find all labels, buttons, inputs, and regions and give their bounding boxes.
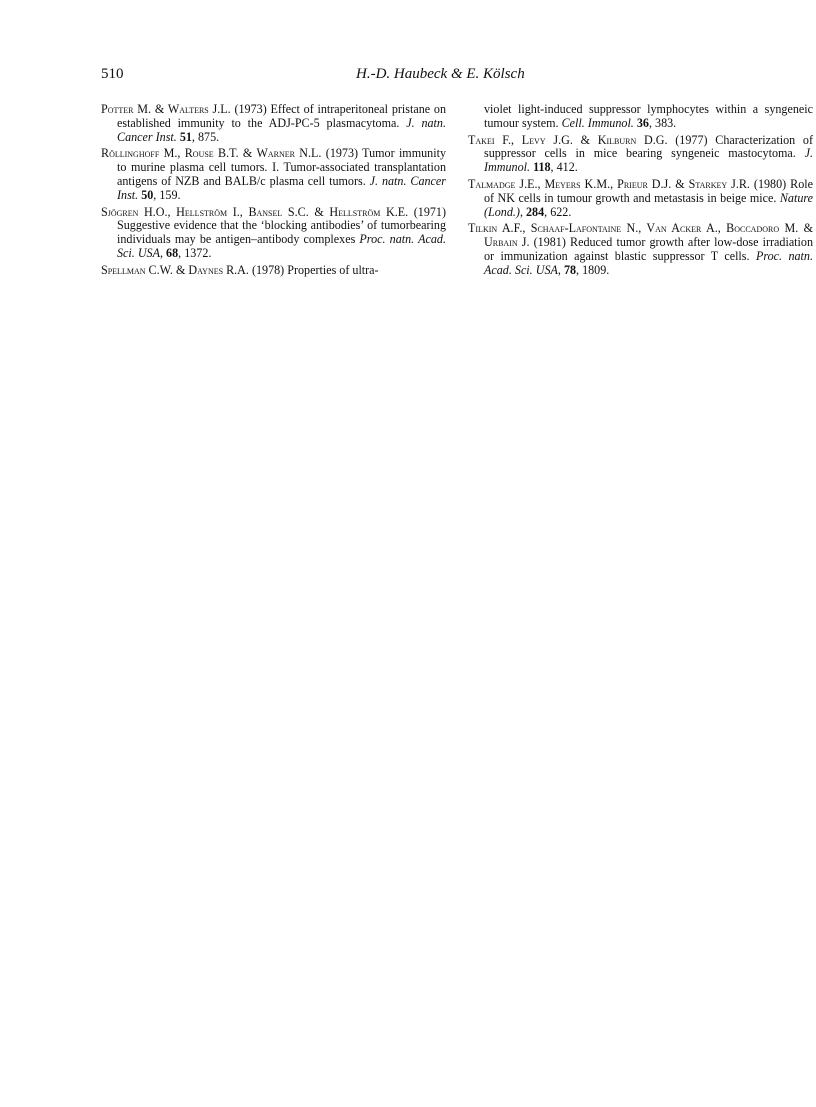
reference-title: Properties of ultra- xyxy=(287,262,379,277)
reference-title: Role of NK cells in tumour growth and metastasis in beige mice. xyxy=(484,176,813,205)
reference-journal: Proc. natn. Acad. Sci. USA xyxy=(484,248,813,277)
reference-pages: , 159. xyxy=(153,187,181,202)
references-right-column xyxy=(468,103,813,281)
reference-title: Reduced tumor growth after low-dose irradiation or immunization against blastic suppressor T cells. xyxy=(484,235,813,263)
reference-continuation xyxy=(468,103,813,131)
reference-journal: J. Immunol. xyxy=(484,146,813,175)
reference-pages: , 412. xyxy=(550,160,578,175)
reference-volume: 50 xyxy=(141,187,154,202)
reference-volume: 68 xyxy=(166,245,179,260)
reference-authors: Takei F., Levy J.G. & Kilburn D.G. xyxy=(468,132,668,147)
reference-pages: , 1809. xyxy=(576,262,610,277)
reference-title: Suggestive evidence that the ‘blocking antibodies’ of tumorbearing individuals may be antigen–antibody complexes xyxy=(117,218,446,247)
reference-authors: Spellman C.W. & Daynes R.A. xyxy=(101,262,249,277)
reference-volume: 284 xyxy=(526,204,545,219)
reference-year: (1978) xyxy=(248,262,288,277)
reference-year: (1971) xyxy=(408,204,447,219)
reference-volume: 51 xyxy=(179,129,192,144)
reference-journal: Nature (Lond.) xyxy=(484,190,813,219)
reference-authors: Potter M. & Walters J.L. xyxy=(101,102,231,116)
reference-separator: , xyxy=(519,204,526,219)
reference-entry xyxy=(468,134,813,175)
reference-entry xyxy=(101,206,446,261)
reference-separator: , xyxy=(557,262,564,277)
reference-authors: Röllinghoff M., Rouse B.T. & Warner N.L. xyxy=(101,146,322,161)
reference-title: Tumor immunity to murine plasma cell tumors. I. Tumor-associated transplantation antigens of NZB and BALB/c plasma cell tumors. xyxy=(117,146,446,188)
reference-authors: Talmadge J.E., Meyers K.M., Prieur D.J. & Starkey J.R. xyxy=(468,176,750,191)
reference-pages: , 1372. xyxy=(178,245,212,260)
reference-pages: , 875. xyxy=(191,129,220,144)
reference-separator: , xyxy=(160,245,167,260)
reference-journal: J. natn. Cancer Inst. xyxy=(117,115,446,144)
reference-title: Effect of intraperitoneal pristane on established immunity to the ADJ-PC-5 plasmacytoma. xyxy=(117,102,446,130)
reference-entry xyxy=(101,264,446,278)
reference-year: (1973) xyxy=(230,102,271,116)
references-left-column xyxy=(101,103,446,281)
reference-journal: Proc. natn. Acad. Sci. USA xyxy=(117,232,446,260)
reference-volume: 36 xyxy=(636,115,649,130)
reference-entry xyxy=(101,147,446,202)
reference-pages: , 622. xyxy=(544,204,572,219)
reference-title: violet light-induced suppressor lymphocytes within a syngeneic tumour system. xyxy=(484,102,813,130)
reference-year: (1973) xyxy=(321,146,363,161)
reference-authors: Sjögren H.O., Hellström I., Bansel S.C. & Hellström K.E. xyxy=(101,204,409,219)
running-head: H.-D. Haubeck & E. Kölsch xyxy=(356,66,525,82)
reference-year: (1977) xyxy=(667,132,716,147)
reference-volume: 78 xyxy=(563,262,577,277)
reference-year: (1981) xyxy=(529,235,571,250)
reference-entry xyxy=(101,103,446,144)
page-number: 510 xyxy=(101,66,124,82)
reference-journal: J. natn. Cancer Inst. xyxy=(117,173,446,202)
reference-pages: , 383. xyxy=(648,115,677,130)
reference-year: (1980) xyxy=(749,176,791,191)
reference-entry xyxy=(468,222,813,277)
reference-title: Characterization of suppressor cells in mice bearing syngeneic mastocytoma. xyxy=(484,132,813,161)
reference-journal: Cell. Immunol. xyxy=(561,115,634,130)
reference-authors: Tilkin A.F., Schaaf-Lafontaine N., Van Acker A., Boccadoro M. & Urbain J. xyxy=(468,221,813,250)
reference-volume: 118 xyxy=(533,160,551,175)
reference-entry xyxy=(468,178,813,219)
